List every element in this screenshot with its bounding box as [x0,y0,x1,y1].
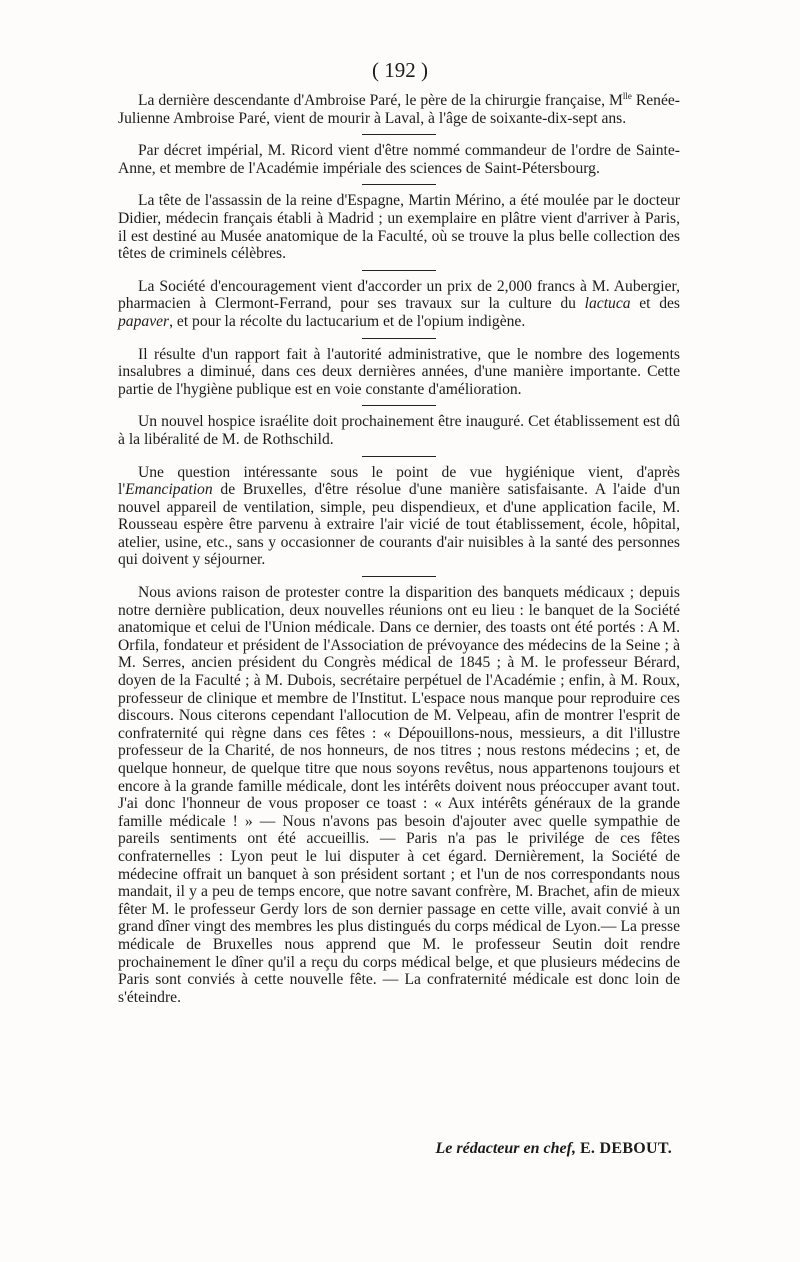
divider-rule [362,184,436,185]
news-item-ricord: Par décret impérial, M. Ricord vient d'être nommé commandeur de l'ordre de Sainte-Anne, et membre de l'Académie impériale des sciences de Saint-Pétersbourg. [118,142,680,177]
title-superscript: lle [622,91,632,101]
divider-rule [362,338,436,339]
news-text: Renée-Julienne Ambroise Paré, vient de mourir à Laval, à l'âge de soixante-dix-sept ans. [118,92,680,127]
divider-rule [362,456,436,457]
italic-term: lactuca [584,295,631,313]
news-item-ventilation [118,464,680,570]
divider-rule [362,405,436,406]
news-item-logements: Il résulte d'un rapport fait à l'autorité administrative, que le nombre des logements insalubres a diminué, dans ces deux dernières années, d'une manière importante. Cette partie de l'hygiène publique est en voie constante d'amélioration. [118,345,680,398]
news-text: Une question intéressante sous le point de vue hygiénique vient, d'après l' [118,463,680,499]
news-item-hospice: Un nouvel hospice israélite doit prochainement être inauguré. Cet établissement est dû à la libéralité de M. de Rothschild. [118,413,680,448]
divider-rule [362,270,436,271]
news-text: de Bruxelles, d'être résolue d'une manière satisfaisante. A l'aide d'un nouvel appareil de ventilation, simple, peu dispendieux, et d'une application facile, M. Rousseau espère être parvenu à extraire l'air vicié de tout établissement, école, hôpital, atelier, usine, etc., sans y occasionner de courants d'air nuisibles à la santé des personnes qui doivent y séjourner. [118,481,680,569]
page-number: ( 192 ) [372,58,428,82]
news-text: La Société d'encouragement vient d'accorder un prix de 2,000 francs à M. Aubergier, pharmacien à Clermont-Ferrand, pour ses travaux sur la culture du [118,277,680,313]
news-item-aubergier [118,278,680,331]
signature-role: Le rédacteur en chef, [435,1140,576,1157]
news-text: et des [630,295,680,313]
italic-term: papaver [118,312,170,330]
editor-signature [436,1140,672,1158]
news-item-merino: La tête de l'assassin de la reine d'Espagne, Martin Mérino, a été moulée par le docteur Didier, médecin français établi à Madrid ; un exemplaire en plâtre vient d'arriver à Paris, il est destiné au Musée anatomique de la Faculté, où se trouve la plus belle collection des têtes de criminels célèbres. [118,192,680,263]
divider-rule [362,134,436,135]
news-text: , et pour la récolte du lactucarium et de l'opium indigène. [169,312,526,330]
news-item-pare [118,92,680,127]
news-text: La dernière descendante d'Ambroise Paré, le père de la chirurgie française, M [138,92,623,109]
news-item-banquets: Nous avions raison de protester contre la disparition des banquets médicaux ; depuis notre dernière publication, deux nouvelles réunions ont eu lieu : le banquet de la Société anatomique et celui de l'Union médicale. Dans ce dernier, des toasts ont été portés : A M. Orfila, fondateur et président de l'Association de prévoyance des médecins de la Seine ; à M. Serres, ancien président du Congrès médical de 1845 ; à M. le professeur Bérard, doyen de la Faculté ; à M. Dubois, secrétaire perpétuel de l'Académie ; enfin, à M. Roux, professeur de clinique et membre de l'Institut. L'espace nous manque pour reproduire ces discours. Nous citerons cependant l'allocution de M. Velpeau, afin de montrer l'esprit de confraternité qui règne dans ces fêtes : « Dépouillons-nous, messieurs, a dit l'illustre professeur de la Charité, de nos honneurs, de nos titres ; nous restons médecins ; et, de quelque honneur, de quelque titre que nous soyons revêtus, nous appartenons toujours et encore à la grande famille médicale, dont les intérêts doivent nous préoccuper avant tout. J'ai donc l'honneur de vous proposer ce toast : « Aux intérêts généraux de la grande famille médicale ! » — Nous n'avons pas besoin d'ajouter avec quelle sympathie de pareils sentiments ont été accueillis. — Paris n'a pas le privilége de ces fêtes confraternelles : Lyon peut le lui disputer à cet égard. Dernièrement, la Société de médecine offrait un banquet à son président sortant ; et l'un de nos correspondants nous mandait, il y a peu de temps encore, que notre savant confrère, M. Brachet, afin de mieux fêter M. le professeur Gerdy lors de son dernier passage en cette ville, avait convié à un grand dîner vingt des membres les plus distingués du corps médical de Lyon.— La presse médicale de Bruxelles nous apprend que M. le professeur Seutin doit rendre prochainement le dîner qu'il a reçu du corps médical belge, et que plusieurs médecins de Paris sont conviés à cette nouvelle fête. — La confraternité médicale est donc loin de s'éteindre. [118,584,680,1006]
text-column [118,92,680,1006]
signature-name: E. DEBOUT. [579,1140,672,1157]
divider-rule [362,576,436,577]
italic-title: Emancipation [125,481,213,499]
